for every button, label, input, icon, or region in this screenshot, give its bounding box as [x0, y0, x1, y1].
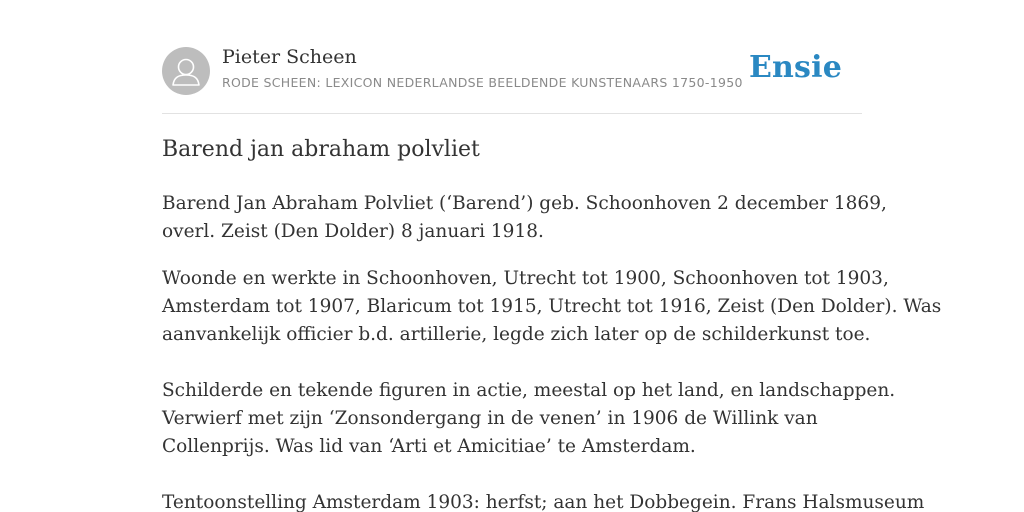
- brand-logo[interactable]: Ensie: [748, 50, 842, 85]
- text-line: aanvankelijk officier b.d. artillerie, legde zich later op de schilderkunst toe.: [162, 324, 871, 345]
- author-name[interactable]: Pieter Scheen: [222, 46, 357, 68]
- text-line: Schilderde en tekende figuren in actie, meestal op het land, en landschappen.: [162, 380, 896, 401]
- text-line: Tentoonstelling Amsterdam 1903: herfst; aan het Dobbegein. Frans Halsmuseum: [162, 492, 925, 512]
- source-title[interactable]: RODE SCHEEN: LEXICON NEDERLANDSE BEELDENDE KUNSTENAARS 1750-1950: [222, 75, 743, 90]
- paragraph-birth-death: [162, 190, 887, 246]
- text-line: Woonde en werkte in Schoonhoven, Utrecht tot 1900, Schoonhoven tot 1903,: [162, 268, 889, 289]
- paragraph-work: [162, 377, 896, 461]
- text-line: overl. Zeist (Den Dolder) 8 januari 1918.: [162, 221, 544, 242]
- text-line: Verwierf met zijn ‘Zonsondergang in de venen’ in 1906 de Willink van: [162, 408, 818, 429]
- text-line: Barend Jan Abraham Polvliet (‘Barend’) geb. Schoonhoven 2 december 1869,: [162, 193, 887, 214]
- page-header: [162, 46, 862, 96]
- user-icon: [162, 47, 210, 95]
- article-title: Barend jan abraham polvliet: [162, 137, 480, 162]
- avatar[interactable]: [162, 47, 210, 95]
- article-body: [162, 190, 942, 512]
- paragraph-exhibitions: [162, 489, 925, 512]
- text-line: Amsterdam tot 1907, Blaricum tot 1915, Utrecht tot 1916, Zeist (Den Dolder). Was: [162, 296, 942, 317]
- header-divider: [162, 113, 862, 114]
- text-line: Collenprijs. Was lid van ‘Arti et Amicitiae’ te Amsterdam.: [162, 436, 696, 457]
- paragraph-residence: [162, 265, 942, 349]
